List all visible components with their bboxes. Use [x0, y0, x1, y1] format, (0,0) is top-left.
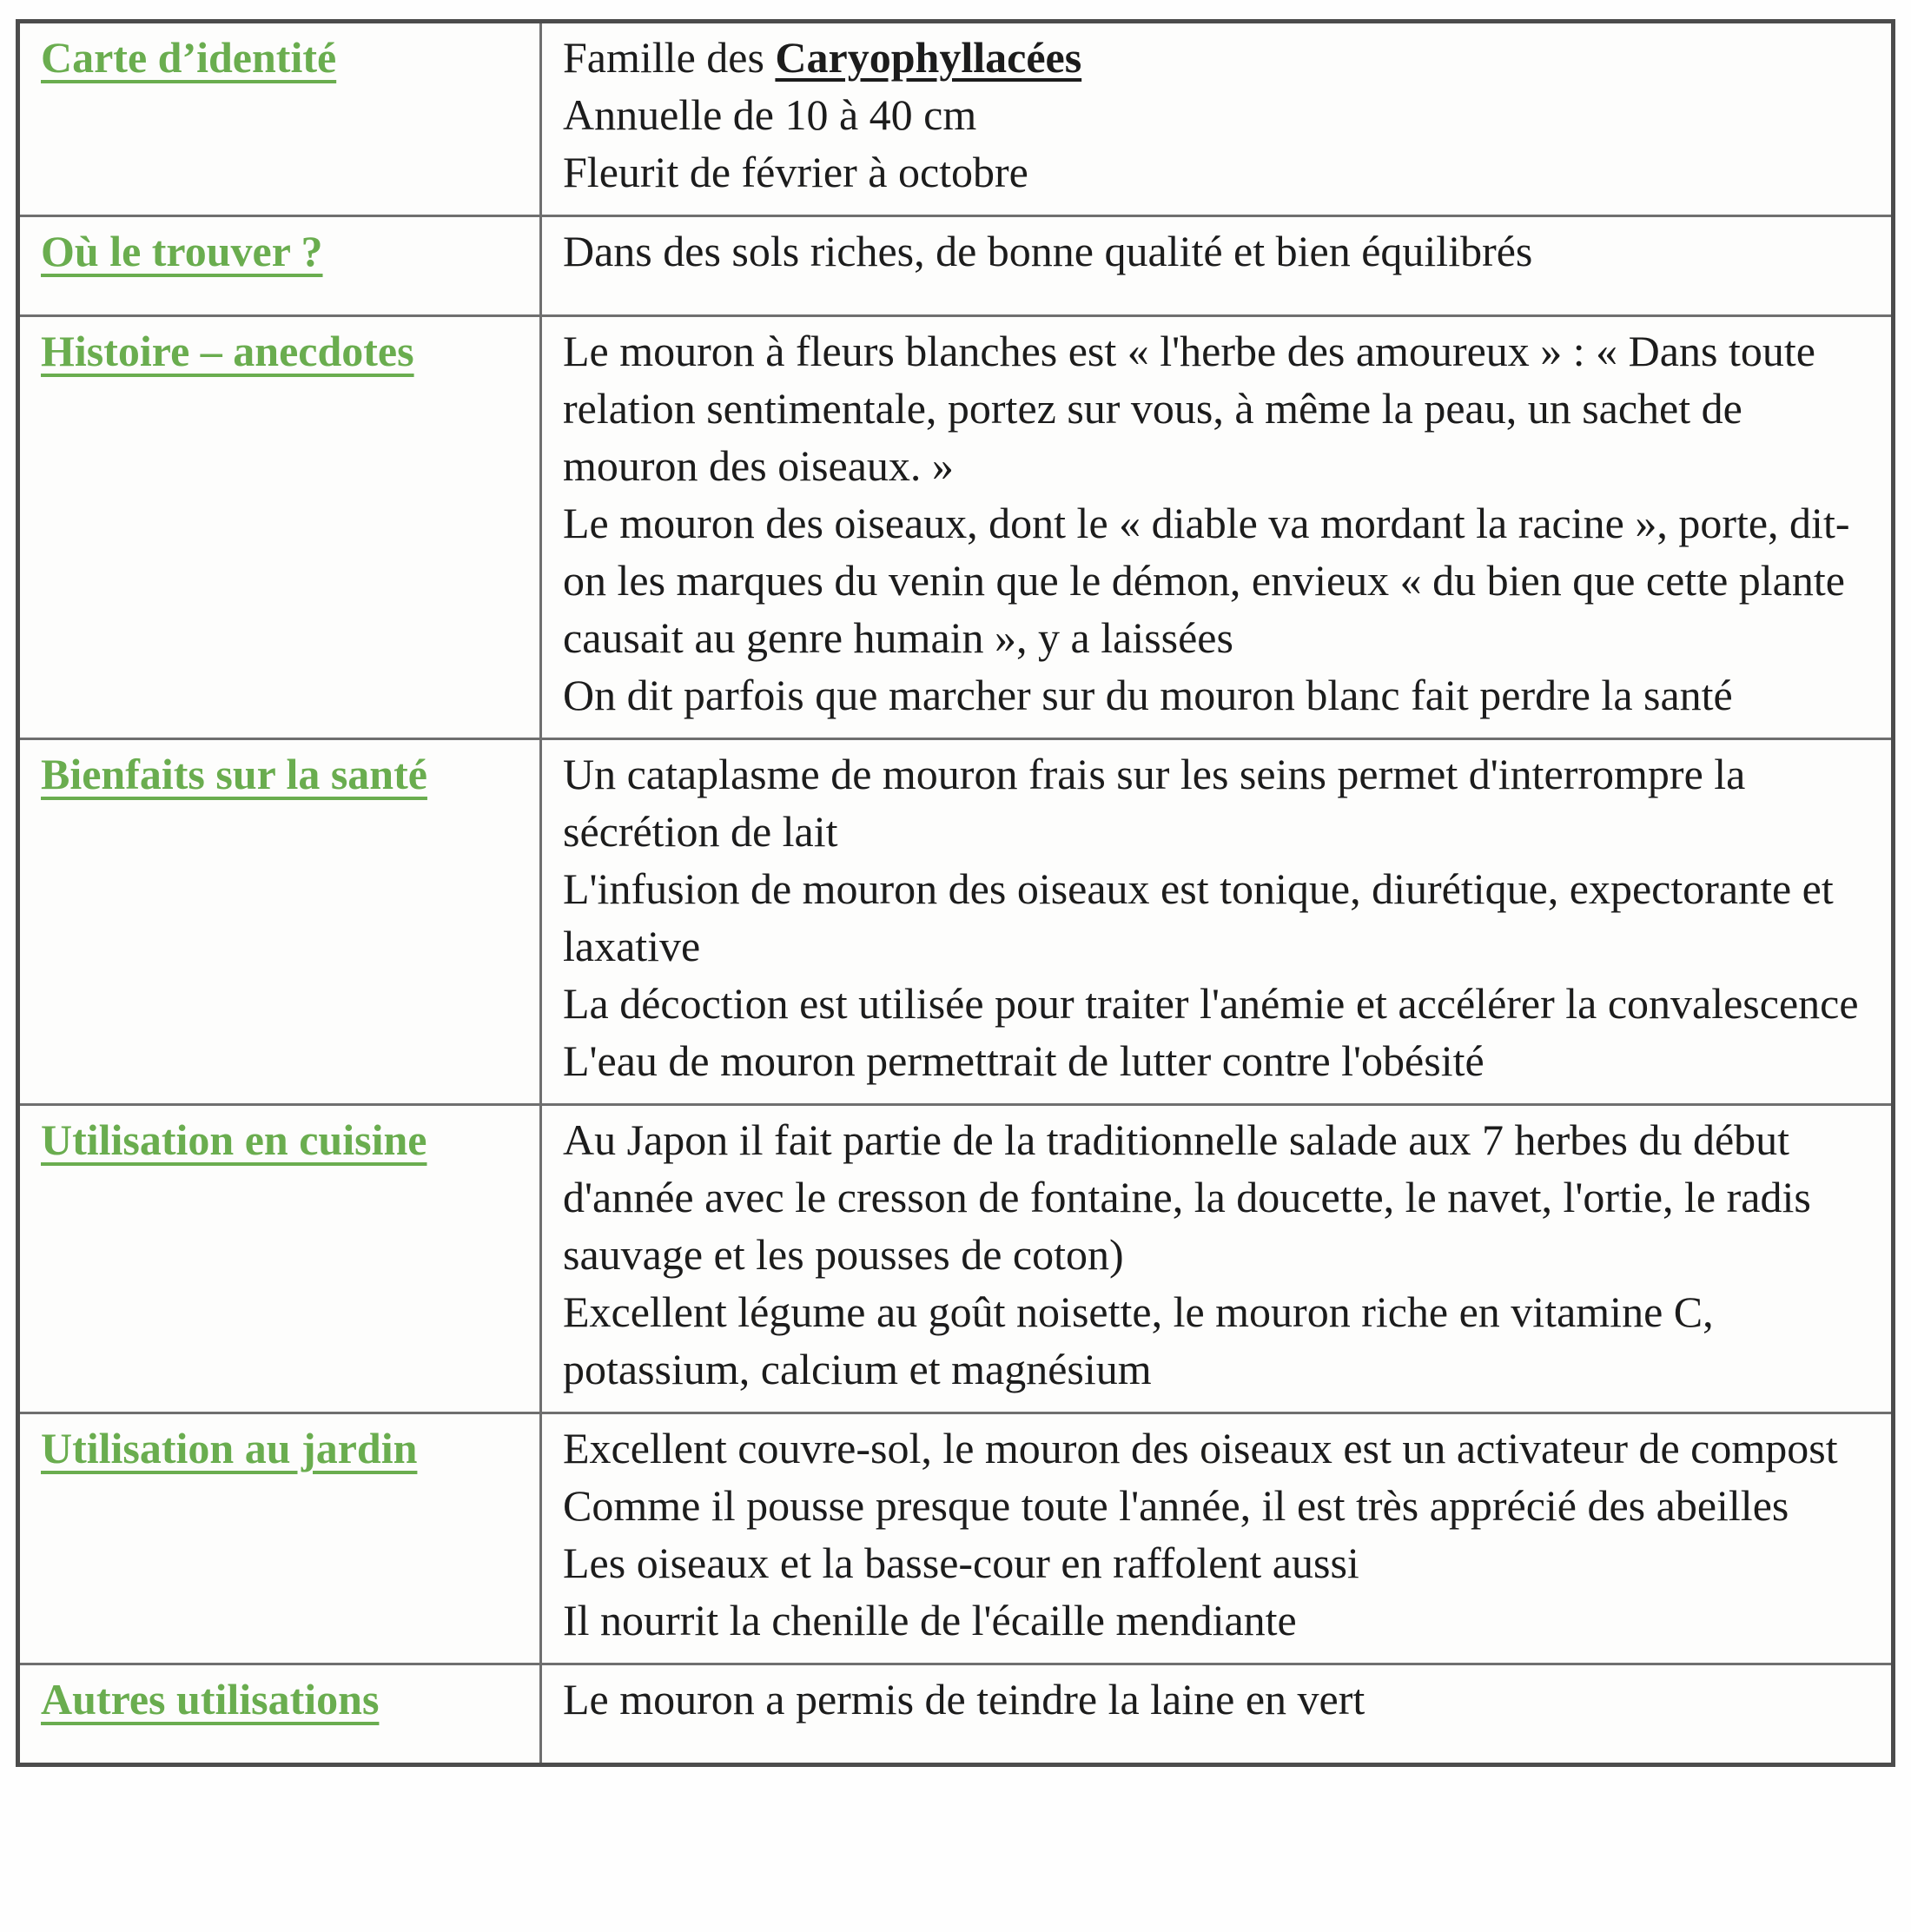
text-segment: Dans des sols riches, de bonne qualité et bien équilibrés	[563, 227, 1533, 275]
text-segment: Au Japon il fait partie de la traditionnelle salade aux 7 herbes du début d'année avec le cresson de fontaine, la doucette, le navet, l'ortie, le radis sauvage et les pousses de coton)	[563, 1115, 1811, 1279]
content-line	[563, 1283, 1872, 1398]
row-header-cell	[18, 1105, 541, 1413]
content-line	[563, 1111, 1872, 1283]
row-header-cell	[18, 216, 541, 316]
text-segment: Le mouron à fleurs blanches est « l'herbe des amoureux » : « Dans toute relation sentimentale, portez sur vous, à même la peau, un sachet de mouron des oiseaux. »	[563, 327, 1815, 490]
text-segment: Famille des	[563, 33, 776, 82]
text-segment: Un cataplasme de mouron frais sur les seins permet d'interrompre la sécrétion de lait	[563, 750, 1746, 856]
row-content-cell	[541, 22, 1894, 216]
table-row	[18, 739, 1894, 1105]
row-header-cell	[18, 739, 541, 1105]
text-segment: Excellent légume au goût noisette, le mouron riche en vitamine C, potassium, calcium et magnésium	[563, 1287, 1714, 1393]
row-header-ou-le-trouver: Où le trouver ?	[41, 227, 323, 275]
content-line	[563, 1419, 1872, 1477]
row-header-cell	[18, 1664, 541, 1765]
content-line	[563, 1032, 1872, 1089]
text-segment: Fleurit de février à octobre	[563, 148, 1028, 196]
row-header-histoire-anecdotes: Histoire – anecdotes	[41, 327, 414, 375]
row-content-cell	[541, 1664, 1894, 1765]
content-line	[563, 1477, 1872, 1534]
text-segment: Annuelle de 10 à 40 cm	[563, 90, 977, 139]
content-line	[563, 322, 1872, 494]
content-line	[563, 494, 1872, 666]
table-row	[18, 316, 1894, 739]
content-line	[563, 1671, 1872, 1728]
row-content-cell	[541, 1413, 1894, 1664]
content-line	[563, 860, 1872, 975]
content-line	[563, 745, 1872, 860]
text-segment: Il nourrit la chenille de l'écaille mendiante	[563, 1596, 1297, 1644]
row-header-utilisation-en-cuisine: Utilisation en cuisine	[41, 1115, 427, 1164]
text-segment: Comme il pousse presque toute l'année, il est très apprécié des abeilles	[563, 1481, 1789, 1530]
row-content-cell	[541, 216, 1894, 316]
text-segment: Caryophyllacées	[775, 33, 1082, 82]
content-line	[563, 143, 1872, 201]
content-line	[563, 29, 1872, 86]
row-content-cell	[541, 739, 1894, 1105]
table-row	[18, 22, 1894, 216]
text-segment: L'infusion de mouron des oiseaux est tonique, diurétique, expectorante et laxative	[563, 864, 1834, 970]
content-line	[563, 222, 1872, 280]
row-header-cell	[18, 1413, 541, 1664]
text-segment: Le mouron des oiseaux, dont le « diable va mordant la racine », porte, dit-on les marques du venin que le démon, envieux « du bien que cette plante causait au genre humain », y a laissées	[563, 499, 1850, 662]
content-line	[563, 1591, 1872, 1649]
text-segment: On dit parfois que marcher sur du mouron blanc fait perdre la santé	[563, 671, 1733, 719]
plant-info-table	[16, 19, 1895, 1767]
table-row	[18, 216, 1894, 316]
text-segment: Le mouron a permis de teindre la laine en vert	[563, 1675, 1365, 1724]
text-segment: Excellent couvre-sol, le mouron des oiseaux est un activateur de compost	[563, 1424, 1838, 1472]
content-line	[563, 86, 1872, 143]
row-header-autres-utilisations: Autres utilisations	[41, 1675, 380, 1724]
plant-info-table-body	[18, 22, 1894, 1765]
row-header-cell	[18, 22, 541, 216]
text-segment: L'eau de mouron permettrait de lutter contre l'obésité	[563, 1036, 1484, 1085]
row-header-bienfaits-sur-la-sante: Bienfaits sur la santé	[41, 750, 427, 798]
text-segment: Les oiseaux et la basse-cour en raffolent aussi	[563, 1538, 1359, 1587]
row-header-carte-didentite: Carte d’identité	[41, 33, 337, 82]
row-content-cell	[541, 1105, 1894, 1413]
content-line	[563, 975, 1872, 1032]
table-row	[18, 1413, 1894, 1664]
table-row	[18, 1105, 1894, 1413]
content-line	[563, 1534, 1872, 1591]
table-row	[18, 1664, 1894, 1765]
row-content-cell	[541, 316, 1894, 739]
text-segment: La décoction est utilisée pour traiter l'anémie et accélérer la convalescence	[563, 979, 1859, 1028]
content-line	[563, 666, 1872, 724]
row-header-utilisation-au-jardin: Utilisation au jardin	[41, 1424, 418, 1472]
row-header-cell	[18, 316, 541, 739]
